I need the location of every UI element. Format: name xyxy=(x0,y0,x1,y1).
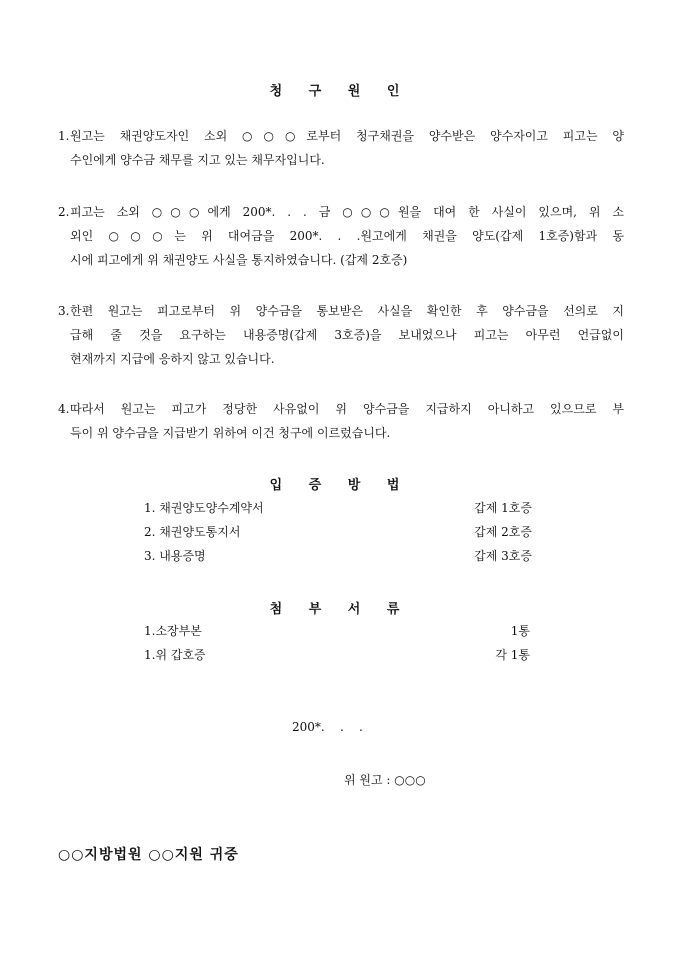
attachment-qty: 1통 xyxy=(510,624,530,638)
paragraph-line: 득이 위 양수금을 지급받기 위하여 이건 청구에 이르렀습니다. xyxy=(70,426,391,440)
evidence-list xyxy=(144,496,532,568)
paragraph-line: 시에 피고에게 위 채권양도 사실을 통지하였습니다. (갑제 2호증) xyxy=(70,253,408,267)
paragraph-line xyxy=(58,124,624,148)
paragraph-line: 급해 줄 것을 요구하는 내용증명(갑제 3호증)을 보내었으나 피고는 아무런 언급없이 xyxy=(70,328,624,342)
paragraph-text: 따라서 원고는 피고가 정당한 사유없이 위 양수금을 지급하지 아니하고 있으므로 부 xyxy=(70,402,624,416)
paragraph-number: 3. xyxy=(58,304,70,318)
claim-paragraph-1 xyxy=(58,124,624,172)
plaintiff-signature: 위 원고 : ○○○ xyxy=(344,773,426,787)
section-title-attachments: 첨 부 서 류 xyxy=(269,602,411,617)
evidence-item xyxy=(144,496,532,520)
paragraph-line: 외인 ○○○는 위 대여금을 200*. . .원고에게 채권을 양도(갑제 1호증)함과 동 xyxy=(70,229,624,243)
paragraph-line: 현재까지 지급에 응하지 않고 있습니다. xyxy=(70,352,275,366)
evidence-item xyxy=(144,544,532,568)
paragraph-text: 피고는 소외 ○○○에게 200*. . . 금 ○○○원을 대여 한 사실이 있으며, 위 소 xyxy=(70,205,624,219)
paragraph-line xyxy=(58,299,624,323)
section-title-claim-cause: 청 구 원 인 xyxy=(269,84,411,99)
attachment-label: 1.위 갑호증 xyxy=(144,648,206,662)
paragraph-number: 4. xyxy=(58,402,70,416)
paragraph-line xyxy=(58,397,624,421)
attachment-qty: 각 1통 xyxy=(495,648,530,662)
paragraph-line: 수인에게 양수금 채무를 지고 있는 채무자입니다. xyxy=(70,153,325,167)
evidence-item xyxy=(144,520,532,544)
attachment-list xyxy=(144,619,530,667)
section-title-evidence: 입 증 방 법 xyxy=(269,478,411,493)
paragraph-number: 2. xyxy=(58,205,70,219)
paragraph-line xyxy=(58,200,624,224)
paragraph-number: 1. xyxy=(58,129,70,143)
evidence-label: 1. 채권양도양수계약서 xyxy=(144,501,264,515)
attachment-label: 1.소장부본 xyxy=(144,624,202,638)
claim-paragraph-3 xyxy=(58,299,624,371)
evidence-ref: 갑제 1호증 xyxy=(474,501,532,515)
evidence-label: 2. 채권양도통지서 xyxy=(144,525,241,539)
evidence-ref: 갑제 2호증 xyxy=(474,525,532,539)
evidence-ref: 갑제 3호증 xyxy=(474,549,532,563)
attachment-item xyxy=(144,643,530,667)
attachment-item xyxy=(144,619,530,643)
paragraph-text: 한편 원고는 피고로부터 위 양수금을 통보받은 사실을 확인한 후 양수금을 선의로 지 xyxy=(70,304,624,318)
filing-date: 200*. . . xyxy=(292,720,363,734)
paragraph-text: 원고는 채권양도자인 소외 ○○○로부터 청구채권을 양수받은 양수자이고 피고는 양 xyxy=(70,129,624,143)
evidence-label: 3. 내용증명 xyxy=(144,549,206,563)
court-addressee: ○○지방법원 ○○지원 귀중 xyxy=(58,847,239,863)
claim-paragraph-4 xyxy=(58,397,624,445)
claim-paragraph-2 xyxy=(58,200,624,272)
